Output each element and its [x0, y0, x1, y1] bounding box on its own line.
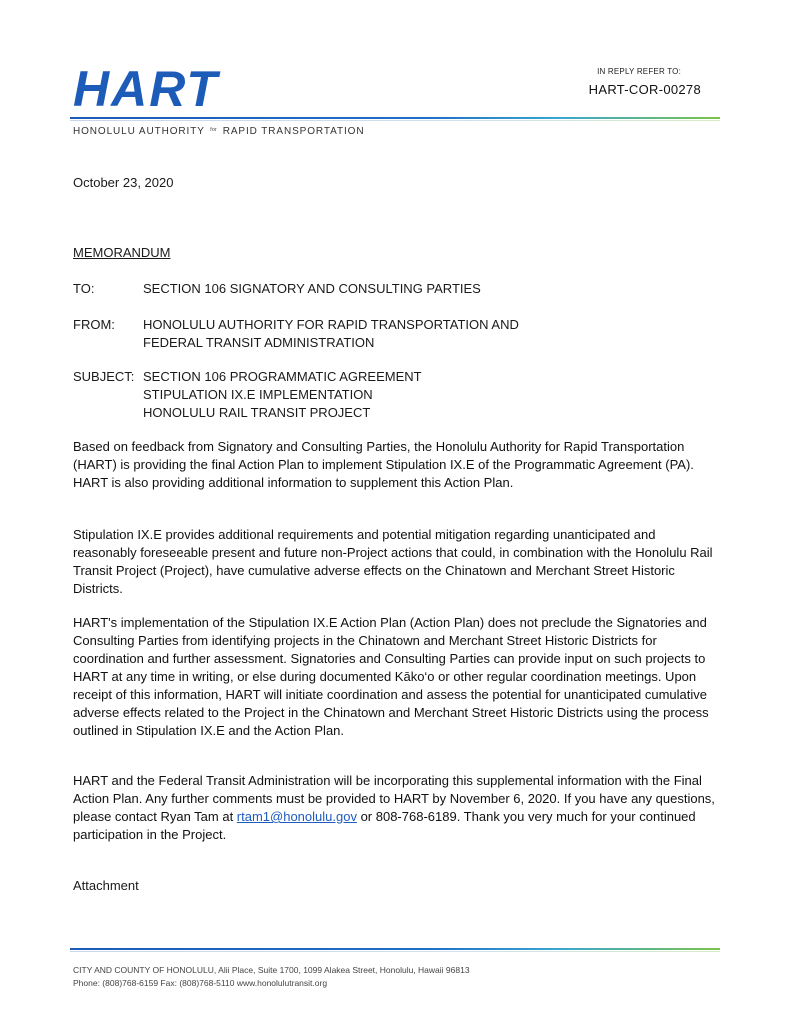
to-row [73, 280, 643, 298]
from-label: FROM: [73, 317, 115, 332]
footer-rule [70, 948, 720, 950]
body-paragraph-2: Stipulation IX.E provides additional requirements and potential mitigation regarding unanticipated and reasonably foreseeable present and future non-Project actions that could, in combination with the Honolulu Rail Transit Project (Project), have cumulative adverse effects on the Chinatown and Merchant Street Historic Districts. [73, 527, 713, 596]
footer-line-1: CITY AND COUNTY OF HONOLULU, Alii Place, Suite 1700, 1099 Alakea Street, Honolulu, Hawaii 96813 [73, 965, 470, 975]
memo-date: October 23, 2020 [73, 175, 174, 190]
from-value [143, 316, 643, 352]
attachment-label: Attachment [73, 878, 139, 893]
from-line-2: FEDERAL TRANSIT ADMINISTRATION [143, 335, 375, 350]
body-paragraph-3: HART's implementation of the Stipulation IX.E Action Plan (Action Plan) does not preclude the Signatories and Consulting Parties from identifying projects in the Chinatown and Merchant Street Historic Districts for coordination and further assessment. Signatories and Consulting Parties can provide input on such projects to HART at any time in writing, or else during documented Kāko‘o or other regular coordination meetings. Upon receipt of this information, HART will initiate coordination and assess the potential for unanticipated cumulative adverse effects related to the Project in the Chinatown and Merchant Street Historic Districts using the process outlined in Stipulation IX.E and the Action Plan. [73, 615, 709, 738]
body-paragraph-4 [73, 772, 721, 844]
subject-value [143, 368, 643, 422]
subject-line-3: HONOLULU RAIL TRANSIT PROJECT [143, 405, 371, 420]
hart-logo [73, 66, 283, 112]
org-name-prefix: HONOLULU AUTHORITY [73, 126, 205, 137]
to-label: TO: [73, 281, 95, 296]
from-row [73, 316, 643, 352]
org-name-for: for [210, 127, 218, 133]
hart-logo-wordmark [73, 66, 283, 112]
reference-number: HART-COR-00278 [588, 82, 701, 97]
subject-label: SUBJECT: [73, 369, 135, 384]
organization-name [73, 126, 364, 137]
header-rule-shadow [70, 120, 720, 121]
subject-row [73, 368, 643, 422]
contact-email-link[interactable]: rtam1@honolulu.gov [236, 809, 357, 824]
p4-text-after: or 808-768-6189. Thank you very much for your continued participation in the Project. [73, 809, 696, 842]
memo-heading: MEMORANDUM [73, 245, 171, 260]
reply-refer-label: IN REPLY REFER TO: [597, 67, 681, 76]
p4-text-before: HART and the Federal Transit Administration will be incorporating this supplemental information with the Final Action Plan. Any further comments must be provided to HART by November 6, 2020. If you have any questions, please contact Ryan Tam at [73, 773, 715, 824]
header-rule [70, 117, 720, 119]
subject-line-2: STIPULATION IX.E IMPLEMENTATION [143, 387, 373, 402]
footer-line-2: Phone: (808)768-6159 Fax: (808)768-5110 www.honolulutransit.org [73, 978, 328, 988]
org-name-suffix: RAPID TRANSPORTATION [222, 126, 365, 137]
to-value: SECTION 106 SIGNATORY AND CONSULTING PARTIES [143, 281, 481, 296]
subject-line-1: SECTION 106 PROGRAMMATIC AGREEMENT [143, 369, 422, 384]
body-paragraph-1: Based on feedback from Signatory and Consulting Parties, the Honolulu Authority for Rapid Transportation (HART) is providing the final Action Plan to implement Stipulation IX.E of the Programmatic Agreement (PA). HART is also providing additional information to supplement this Action Plan. [73, 439, 694, 490]
footer-rule-shadow [70, 951, 720, 952]
footer-address [73, 964, 470, 990]
from-line-1: HONOLULU AUTHORITY FOR RAPID TRANSPORTATION AND [143, 317, 519, 332]
logo-text: HART [73, 66, 219, 112]
